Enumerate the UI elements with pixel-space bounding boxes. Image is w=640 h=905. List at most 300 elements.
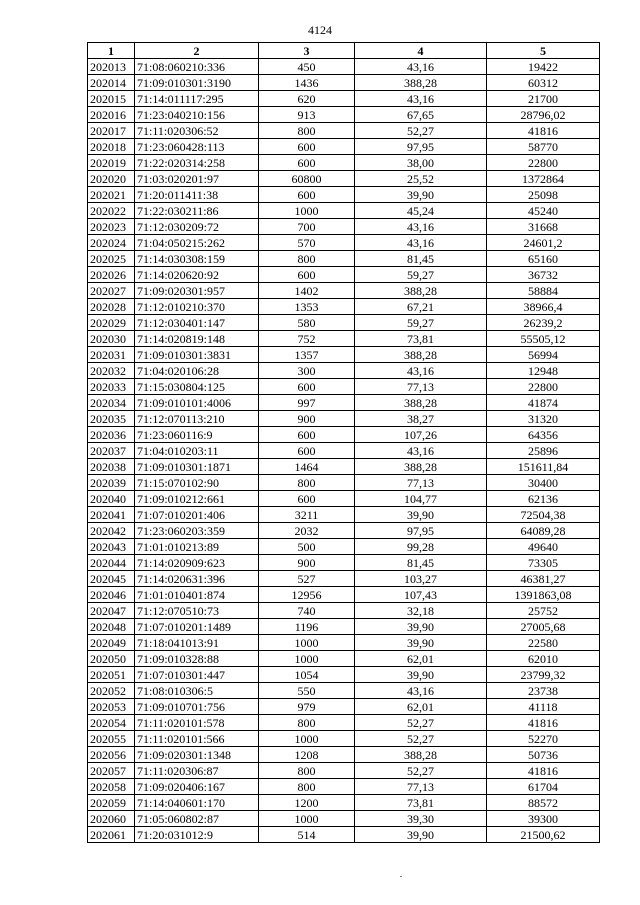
table-row	[88, 427, 600, 443]
row-number-cell: 202059	[88, 795, 135, 811]
scan-speck	[400, 876, 402, 877]
cadastral-number-cell: 71:23:060428:113	[135, 139, 259, 155]
cadastral-number-cell: 71:09:010101:4006	[135, 395, 259, 411]
table-row	[88, 555, 600, 571]
area-cell: 600	[259, 379, 355, 395]
row-number-cell: 202038	[88, 459, 135, 475]
row-number-cell: 202051	[88, 667, 135, 683]
rate-cell: 388,28	[355, 395, 487, 411]
cadastral-number-cell: 71:08:010306:5	[135, 683, 259, 699]
row-number-cell: 202060	[88, 811, 135, 827]
rate-cell: 39,90	[355, 507, 487, 523]
rate-cell: 43,16	[355, 443, 487, 459]
table-row	[88, 699, 600, 715]
cadastral-number-cell: 71:15:070102:90	[135, 475, 259, 491]
table-row	[88, 795, 600, 811]
cadastral-number-cell: 71:14:020819:148	[135, 331, 259, 347]
rate-cell: 38,27	[355, 411, 487, 427]
row-number-cell: 202028	[88, 299, 135, 315]
area-cell: 600	[259, 267, 355, 283]
rate-cell: 43,16	[355, 363, 487, 379]
value-cell: 64089,28	[487, 523, 600, 539]
value-cell: 12948	[487, 363, 600, 379]
area-cell: 1464	[259, 459, 355, 475]
table-row	[88, 171, 600, 187]
cadastral-table	[87, 42, 600, 843]
area-cell: 620	[259, 91, 355, 107]
area-cell: 997	[259, 395, 355, 411]
area-cell: 800	[259, 123, 355, 139]
rate-cell: 388,28	[355, 75, 487, 91]
area-cell: 600	[259, 155, 355, 171]
rate-cell: 32,18	[355, 603, 487, 619]
table-row	[88, 539, 600, 555]
row-number-cell: 202039	[88, 475, 135, 491]
rate-cell: 52,27	[355, 763, 487, 779]
rate-cell: 67,65	[355, 107, 487, 123]
table-row	[88, 571, 600, 587]
cadastral-number-cell: 71:14:030308:159	[135, 251, 259, 267]
cadastral-number-cell: 71:09:010301:3831	[135, 347, 259, 363]
row-number-cell: 202025	[88, 251, 135, 267]
area-cell: 700	[259, 219, 355, 235]
area-cell: 1208	[259, 747, 355, 763]
cadastral-number-cell: 71:04:020106:28	[135, 363, 259, 379]
row-number-cell: 202023	[88, 219, 135, 235]
area-cell: 600	[259, 491, 355, 507]
value-cell: 30400	[487, 475, 600, 491]
table-row	[88, 251, 600, 267]
rate-cell: 52,27	[355, 715, 487, 731]
area-cell: 1000	[259, 811, 355, 827]
row-number-cell: 202026	[88, 267, 135, 283]
cadastral-number-cell: 71:12:030401:147	[135, 315, 259, 331]
cadastral-number-cell: 71:04:050215:262	[135, 235, 259, 251]
row-number-cell: 202022	[88, 203, 135, 219]
rate-cell: 388,28	[355, 459, 487, 475]
value-cell: 62010	[487, 651, 600, 667]
value-cell: 56994	[487, 347, 600, 363]
value-cell: 45240	[487, 203, 600, 219]
value-cell: 22580	[487, 635, 600, 651]
cadastral-number-cell: 71:01:010213:89	[135, 539, 259, 555]
value-cell: 62136	[487, 491, 600, 507]
area-cell: 800	[259, 779, 355, 795]
rate-cell: 59,27	[355, 315, 487, 331]
value-cell: 61704	[487, 779, 600, 795]
rate-cell: 103,27	[355, 571, 487, 587]
value-cell: 41816	[487, 123, 600, 139]
column-header-1: 1	[88, 43, 135, 59]
area-cell: 913	[259, 107, 355, 123]
table-row	[88, 763, 600, 779]
value-cell: 21700	[487, 91, 600, 107]
rate-cell: 39,90	[355, 827, 487, 843]
cadastral-number-cell: 71:12:070510:73	[135, 603, 259, 619]
area-cell: 752	[259, 331, 355, 347]
cadastral-number-cell: 71:11:020101:578	[135, 715, 259, 731]
rate-cell: 77,13	[355, 475, 487, 491]
table-row	[88, 379, 600, 395]
table-row	[88, 731, 600, 747]
cadastral-number-cell: 71:22:020314:258	[135, 155, 259, 171]
cadastral-number-cell: 71:12:030209:72	[135, 219, 259, 235]
area-cell: 979	[259, 699, 355, 715]
area-cell: 900	[259, 555, 355, 571]
value-cell: 55505,12	[487, 331, 600, 347]
table-row	[88, 91, 600, 107]
rate-cell: 43,16	[355, 235, 487, 251]
rate-cell: 43,16	[355, 219, 487, 235]
row-number-cell: 202043	[88, 539, 135, 555]
area-cell: 800	[259, 715, 355, 731]
cadastral-number-cell: 71:01:010401:874	[135, 587, 259, 603]
area-cell: 1196	[259, 619, 355, 635]
cadastral-number-cell: 71:14:040601:170	[135, 795, 259, 811]
row-number-cell: 202050	[88, 651, 135, 667]
row-number-cell: 202021	[88, 187, 135, 203]
row-number-cell: 202044	[88, 555, 135, 571]
row-number-cell: 202048	[88, 619, 135, 635]
area-cell: 1402	[259, 283, 355, 299]
row-number-cell: 202055	[88, 731, 135, 747]
row-number-cell: 202031	[88, 347, 135, 363]
row-number-cell: 202058	[88, 779, 135, 795]
area-cell: 1200	[259, 795, 355, 811]
table-row	[88, 475, 600, 491]
row-number-cell: 202052	[88, 683, 135, 699]
table-row	[88, 411, 600, 427]
table-row	[88, 59, 600, 75]
table-row	[88, 235, 600, 251]
table-row	[88, 443, 600, 459]
area-cell: 600	[259, 187, 355, 203]
value-cell: 23799,32	[487, 667, 600, 683]
row-number-cell: 202037	[88, 443, 135, 459]
table-row	[88, 123, 600, 139]
value-cell: 31668	[487, 219, 600, 235]
column-header-5: 5	[487, 43, 600, 59]
rate-cell: 388,28	[355, 747, 487, 763]
cadastral-number-cell: 71:09:020301:957	[135, 283, 259, 299]
row-number-cell: 202018	[88, 139, 135, 155]
cadastral-number-cell: 71:12:070113:210	[135, 411, 259, 427]
area-cell: 300	[259, 363, 355, 379]
rate-cell: 97,95	[355, 523, 487, 539]
rate-cell: 99,28	[355, 539, 487, 555]
cadastral-number-cell: 71:09:010212:661	[135, 491, 259, 507]
value-cell: 58770	[487, 139, 600, 155]
rate-cell: 62,01	[355, 651, 487, 667]
rate-cell: 67,21	[355, 299, 487, 315]
value-cell: 25896	[487, 443, 600, 459]
value-cell: 41874	[487, 395, 600, 411]
area-cell: 600	[259, 427, 355, 443]
value-cell: 41118	[487, 699, 600, 715]
cadastral-number-cell: 71:14:020909:623	[135, 555, 259, 571]
row-number-cell: 202030	[88, 331, 135, 347]
cadastral-number-cell: 71:12:010210:370	[135, 299, 259, 315]
table-row	[88, 331, 600, 347]
area-cell: 550	[259, 683, 355, 699]
row-number-cell: 202040	[88, 491, 135, 507]
value-cell: 50736	[487, 747, 600, 763]
row-number-cell: 202053	[88, 699, 135, 715]
rate-cell: 81,45	[355, 251, 487, 267]
table-row	[88, 747, 600, 763]
area-cell: 600	[259, 139, 355, 155]
value-cell: 28796,02	[487, 107, 600, 123]
cadastral-number-cell: 71:14:020620:92	[135, 267, 259, 283]
table-header-row	[88, 43, 600, 59]
table-row	[88, 715, 600, 731]
value-cell: 21500,62	[487, 827, 600, 843]
table-row	[88, 619, 600, 635]
value-cell: 24601,2	[487, 235, 600, 251]
row-number-cell: 202035	[88, 411, 135, 427]
cadastral-number-cell: 71:20:031012:9	[135, 827, 259, 843]
rate-cell: 52,27	[355, 123, 487, 139]
value-cell: 1372864	[487, 171, 600, 187]
table-row	[88, 667, 600, 683]
area-cell: 580	[259, 315, 355, 331]
table-body	[88, 59, 600, 843]
rate-cell: 77,13	[355, 779, 487, 795]
table-row	[88, 507, 600, 523]
rate-cell: 43,16	[355, 91, 487, 107]
area-cell: 1353	[259, 299, 355, 315]
cadastral-number-cell: 71:03:020201:97	[135, 171, 259, 187]
column-header-2: 2	[135, 43, 259, 59]
table-row	[88, 811, 600, 827]
cadastral-number-cell: 71:09:010701:756	[135, 699, 259, 715]
table-row	[88, 107, 600, 123]
value-cell: 73305	[487, 555, 600, 571]
area-cell: 12956	[259, 587, 355, 603]
cadastral-number-cell: 71:11:020306:87	[135, 763, 259, 779]
row-number-cell: 202054	[88, 715, 135, 731]
cadastral-number-cell: 71:07:010301:447	[135, 667, 259, 683]
cadastral-number-cell: 71:14:020631:396	[135, 571, 259, 587]
rate-cell: 107,43	[355, 587, 487, 603]
area-cell: 900	[259, 411, 355, 427]
area-cell: 1357	[259, 347, 355, 363]
area-cell: 800	[259, 475, 355, 491]
rate-cell: 52,27	[355, 731, 487, 747]
table-row	[88, 139, 600, 155]
row-number-cell: 202057	[88, 763, 135, 779]
area-cell: 1000	[259, 203, 355, 219]
row-number-cell: 202029	[88, 315, 135, 331]
area-cell: 600	[259, 443, 355, 459]
row-number-cell: 202033	[88, 379, 135, 395]
cadastral-number-cell: 71:22:030211:86	[135, 203, 259, 219]
area-cell: 1000	[259, 651, 355, 667]
table-row	[88, 363, 600, 379]
value-cell: 38966,4	[487, 299, 600, 315]
area-cell: 500	[259, 539, 355, 555]
cadastral-number-cell: 71:09:010301:1871	[135, 459, 259, 475]
row-number-cell: 202034	[88, 395, 135, 411]
row-number-cell: 202017	[88, 123, 135, 139]
cadastral-number-cell: 71:23:060203:359	[135, 523, 259, 539]
value-cell: 64356	[487, 427, 600, 443]
row-number-cell: 202046	[88, 587, 135, 603]
cadastral-number-cell: 71:15:030804:125	[135, 379, 259, 395]
rate-cell: 38,00	[355, 155, 487, 171]
table-row	[88, 827, 600, 843]
table-row	[88, 491, 600, 507]
rate-cell: 388,28	[355, 347, 487, 363]
row-number-cell: 202032	[88, 363, 135, 379]
cadastral-number-cell: 71:09:010301:3190	[135, 75, 259, 91]
table-row	[88, 299, 600, 315]
area-cell: 570	[259, 235, 355, 251]
cadastral-number-cell: 71:23:040210:156	[135, 107, 259, 123]
rate-cell: 107,26	[355, 427, 487, 443]
value-cell: 26239,2	[487, 315, 600, 331]
row-number-cell: 202016	[88, 107, 135, 123]
cadastral-number-cell: 71:09:010328:88	[135, 651, 259, 667]
rate-cell: 39,90	[355, 619, 487, 635]
column-header-3: 3	[259, 43, 355, 59]
cadastral-number-cell: 71:20:011411:38	[135, 187, 259, 203]
rate-cell: 25,52	[355, 171, 487, 187]
rate-cell: 45,24	[355, 203, 487, 219]
table-row	[88, 587, 600, 603]
value-cell: 19422	[487, 59, 600, 75]
rate-cell: 43,16	[355, 683, 487, 699]
value-cell: 72504,38	[487, 507, 600, 523]
table-row	[88, 347, 600, 363]
rate-cell: 73,81	[355, 331, 487, 347]
table-row	[88, 187, 600, 203]
value-cell: 49640	[487, 539, 600, 555]
value-cell: 23738	[487, 683, 600, 699]
row-number-cell: 202061	[88, 827, 135, 843]
table-row	[88, 283, 600, 299]
table-row	[88, 459, 600, 475]
row-number-cell: 202019	[88, 155, 135, 171]
row-number-cell: 202036	[88, 427, 135, 443]
rate-cell: 81,45	[355, 555, 487, 571]
cadastral-number-cell: 71:09:020301:1348	[135, 747, 259, 763]
cadastral-number-cell: 71:11:020306:52	[135, 123, 259, 139]
area-cell: 1000	[259, 731, 355, 747]
rate-cell: 388,28	[355, 283, 487, 299]
cadastral-number-cell: 71:23:060116:9	[135, 427, 259, 443]
table-row	[88, 603, 600, 619]
cadastral-number-cell: 71:09:020406:167	[135, 779, 259, 795]
value-cell: 31320	[487, 411, 600, 427]
cadastral-number-cell: 71:11:020101:566	[135, 731, 259, 747]
area-cell: 3211	[259, 507, 355, 523]
row-number-cell: 202041	[88, 507, 135, 523]
area-cell: 740	[259, 603, 355, 619]
table-row	[88, 635, 600, 651]
rate-cell: 97,95	[355, 139, 487, 155]
row-number-cell: 202024	[88, 235, 135, 251]
table-row	[88, 155, 600, 171]
area-cell: 2032	[259, 523, 355, 539]
value-cell: 46381,27	[487, 571, 600, 587]
row-number-cell: 202042	[88, 523, 135, 539]
cadastral-number-cell: 71:18:041013:91	[135, 635, 259, 651]
table-row	[88, 683, 600, 699]
rate-cell: 73,81	[355, 795, 487, 811]
table-row	[88, 315, 600, 331]
rate-cell: 39,90	[355, 635, 487, 651]
area-cell: 527	[259, 571, 355, 587]
value-cell: 36732	[487, 267, 600, 283]
table-row	[88, 267, 600, 283]
value-cell: 25098	[487, 187, 600, 203]
value-cell: 39300	[487, 811, 600, 827]
value-cell: 25752	[487, 603, 600, 619]
value-cell: 22800	[487, 379, 600, 395]
cadastral-number-cell: 71:07:010201:406	[135, 507, 259, 523]
row-number-cell: 202015	[88, 91, 135, 107]
row-number-cell: 202049	[88, 635, 135, 651]
value-cell: 88572	[487, 795, 600, 811]
row-number-cell: 202013	[88, 59, 135, 75]
value-cell: 22800	[487, 155, 600, 171]
table-row	[88, 779, 600, 795]
area-cell: 514	[259, 827, 355, 843]
table-row	[88, 203, 600, 219]
rate-cell: 77,13	[355, 379, 487, 395]
value-cell: 65160	[487, 251, 600, 267]
rate-cell: 39,30	[355, 811, 487, 827]
area-cell: 1436	[259, 75, 355, 91]
table-row	[88, 651, 600, 667]
row-number-cell: 202056	[88, 747, 135, 763]
cadastral-number-cell: 71:05:060802:87	[135, 811, 259, 827]
value-cell: 41816	[487, 715, 600, 731]
value-cell: 151611,84	[487, 459, 600, 475]
rate-cell: 43,16	[355, 59, 487, 75]
rate-cell: 104,77	[355, 491, 487, 507]
value-cell: 1391863,08	[487, 587, 600, 603]
cadastral-number-cell: 71:08:060210:336	[135, 59, 259, 75]
value-cell: 58884	[487, 283, 600, 299]
area-cell: 60800	[259, 171, 355, 187]
table-row	[88, 523, 600, 539]
row-number-cell: 202047	[88, 603, 135, 619]
rate-cell: 39,90	[355, 187, 487, 203]
table-row	[88, 75, 600, 91]
value-cell: 41816	[487, 763, 600, 779]
row-number-cell: 202027	[88, 283, 135, 299]
table-row	[88, 395, 600, 411]
rate-cell: 62,01	[355, 699, 487, 715]
rate-cell: 59,27	[355, 267, 487, 283]
row-number-cell: 202045	[88, 571, 135, 587]
area-cell: 800	[259, 251, 355, 267]
area-cell: 1054	[259, 667, 355, 683]
table-row	[88, 219, 600, 235]
cadastral-number-cell: 71:14:011117:295	[135, 91, 259, 107]
page-number: 4124	[308, 23, 332, 37]
area-cell: 450	[259, 59, 355, 75]
value-cell: 27005,68	[487, 619, 600, 635]
cadastral-number-cell: 71:07:010201:1489	[135, 619, 259, 635]
cadastral-number-cell: 71:04:010203:11	[135, 443, 259, 459]
row-number-cell: 202014	[88, 75, 135, 91]
area-cell: 1000	[259, 635, 355, 651]
row-number-cell: 202020	[88, 171, 135, 187]
area-cell: 800	[259, 763, 355, 779]
